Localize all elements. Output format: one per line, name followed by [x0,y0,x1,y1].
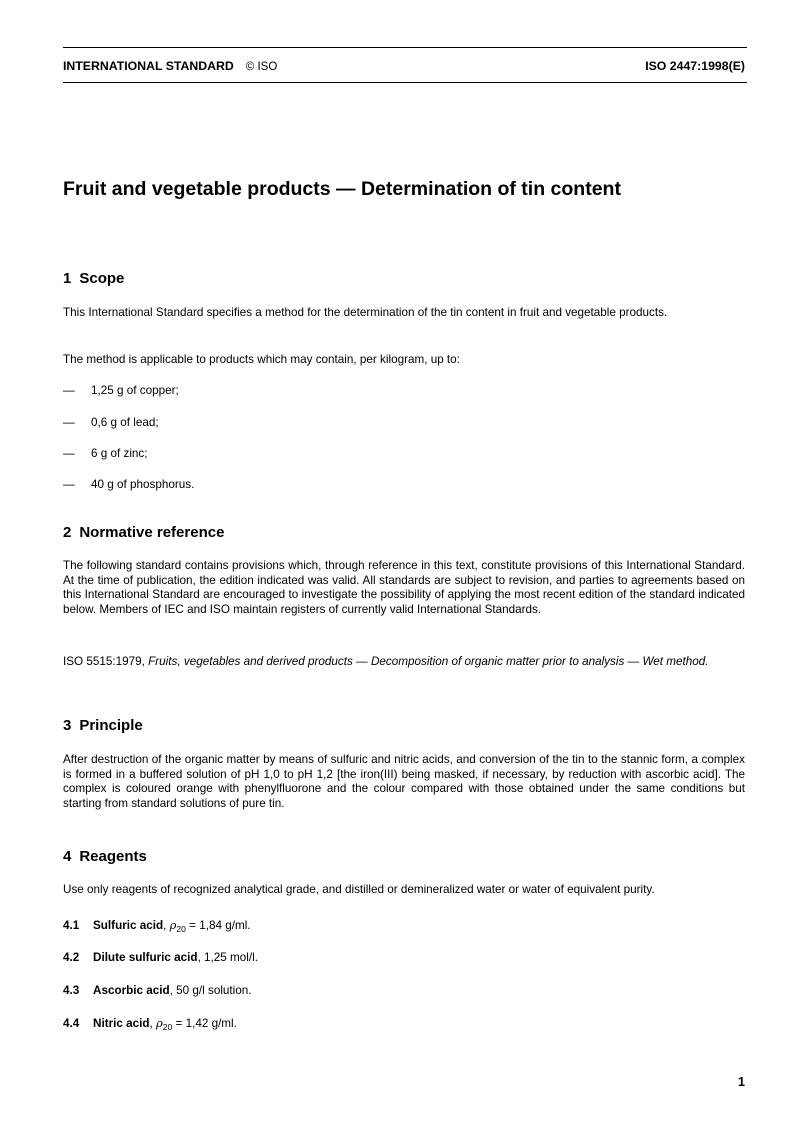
header-copyright: © ISO [245,61,278,73]
section-heading-normative-reference: 2 Normative reference [63,524,225,541]
reagent-item-dilute-sulfuric-acid: 4.2 Dilute sulfuric acid, 1,25 mol/l. [63,951,258,964]
section-heading-principle: 3 Principle [63,717,143,734]
list-item: — 1,25 g of copper; [63,384,179,397]
list-item: — 6 g of zinc; [63,447,148,460]
page-number: 1 [738,1075,745,1089]
list-item: — 0,6 g of lead; [63,416,159,429]
reagent-item-ascorbic-acid: 4.3 Ascorbic acid, 50 g/l solution. [63,984,252,997]
document-title: Fruit and vegetable products — Determination of tin content [63,178,621,200]
header-standard-label: INTERNATIONAL STANDARD © ISO [63,59,278,73]
principle-paragraph: After destruction of the organic matter by means of sulfuric and nitric acids, and conversion of the tin to the stannic form, a complex is formed in a buffered solution of pH 1,0 to pH 1,2 [the iron(III) being masked, if necessary, by reduction with ascorbic acid]. The complex is coloured orange with phenylfluorone and the colour compared with those obtained under the same conditions but starting from standard solutions of pure tin. [63,753,745,810]
reagent-item-nitric-acid: 4.4 Nitric acid, $\rho_{20} = 1,42$ g/ml. [63,1016,237,1032]
reagents-paragraph: Use only reagents of recognized analytical grade, and distilled or demineralized water or water of equivalent purity. [63,883,655,896]
normative-reference-citation: ISO 5515:1979, Fruits, vegetables and derived products — Decomposition of organic matter prior to analysis — Wet method. [63,655,709,668]
reagent-item-sulfuric-acid: 4.1 Sulfuric acid, $\rho_{20} = 1,84$ g/ml. [63,918,251,934]
section-heading-scope: 1 Scope [63,270,125,287]
scope-applicability-paragraph: The method is applicable to products which may contain, per kilogram, up to: [63,353,460,366]
normative-reference-paragraph: The following standard contains provisions which, through reference in this text, constitute provisions of this International Standard. At the time of publication, the edition indicated was valid. All standards are subject to revision, and parties to agreements based on this International Standard are encouraged to investigate the possibility of applying the most recent edition of the standard indicated below. Members of IEC and ISO maintain registers of currently valid International Standards. [63,559,745,616]
page-header [63,47,747,83]
list-item: — 40 g of phosphorus. [63,478,195,491]
scope-paragraph: This International Standard specifies a method for the determination of the tin content in fruit and vegetable products. [63,306,668,319]
section-heading-reagents: 4 Reagents [63,848,147,865]
header-document-reference: ISO 2447:1998(E) [645,59,745,73]
